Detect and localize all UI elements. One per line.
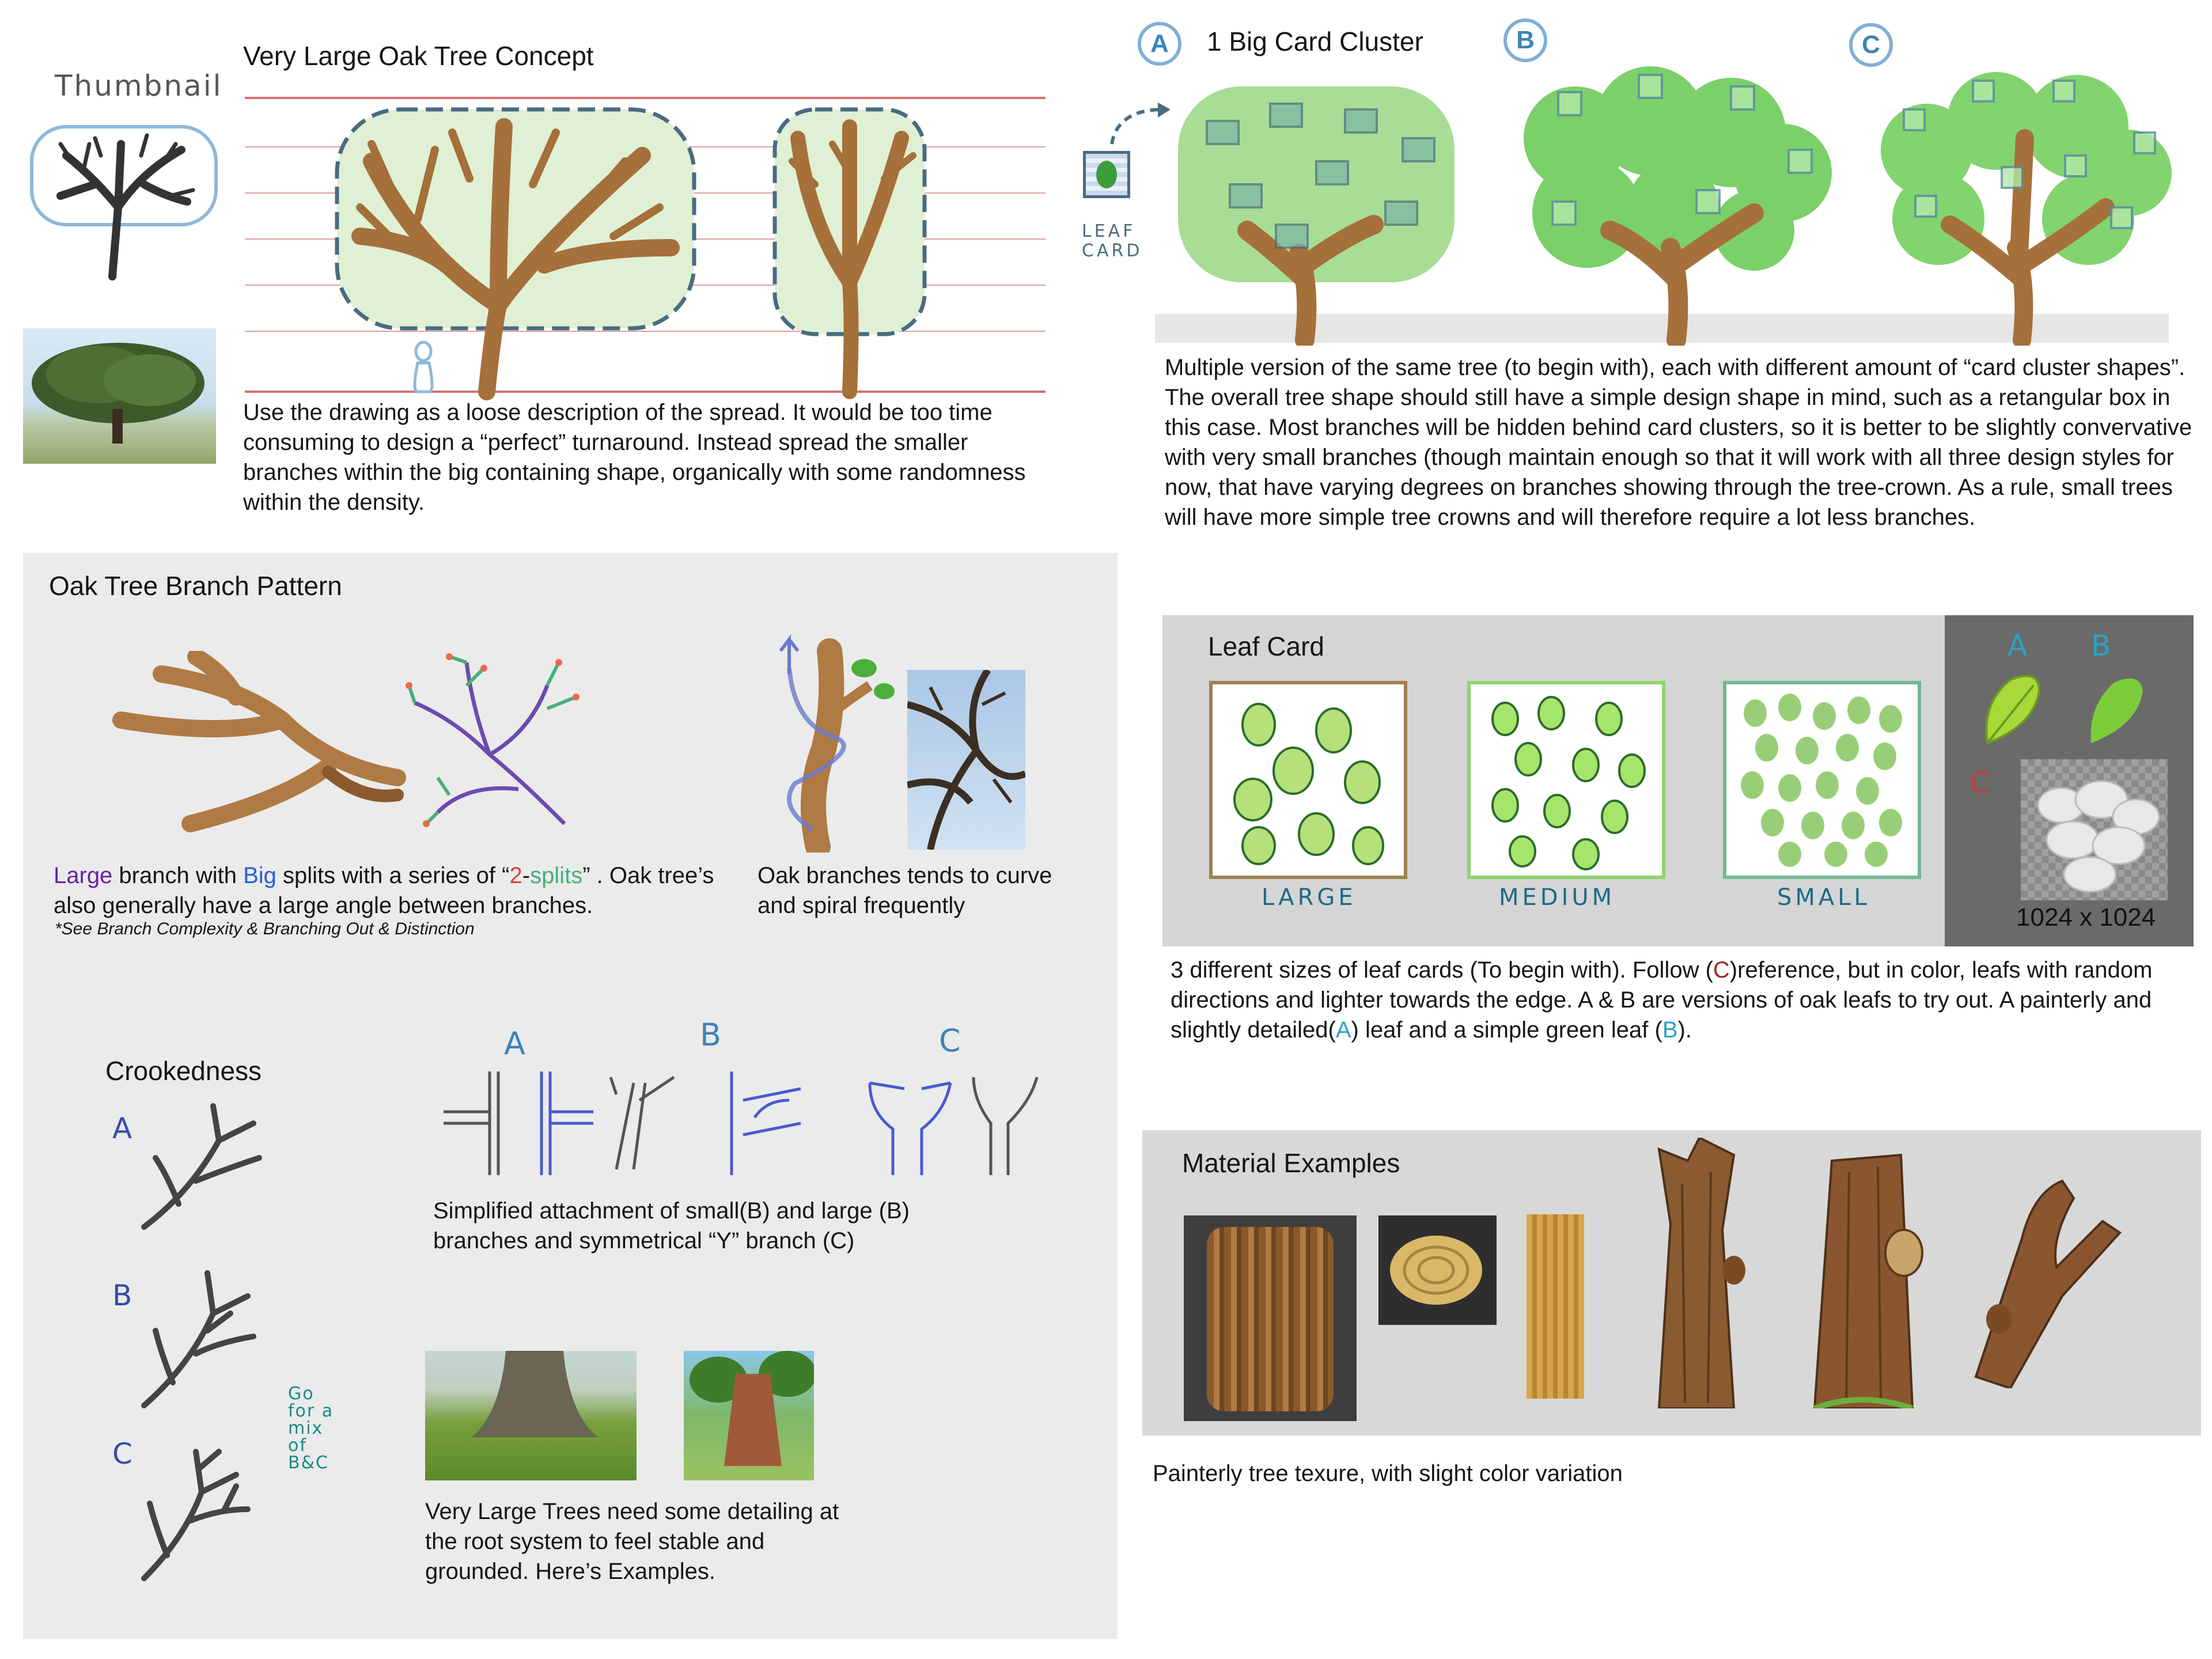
material-trunk-2	[1803, 1138, 1941, 1408]
leaf-ref-b-label: B	[2091, 629, 2115, 662]
material-log-vertical	[1527, 1214, 1584, 1399]
spiral-description: Oak branches tends to curve and spiral frequently	[757, 863, 1052, 918]
leaf-desc-b: B	[1662, 1017, 1678, 1043]
attachment-description: Simplified attachment of small(B) and large (B) branches and symmetrical “Y” branch (C)	[433, 1198, 910, 1253]
leaf-desc-a: A	[1335, 1017, 1351, 1043]
crooked-sketches	[132, 1094, 282, 1590]
desc-mid2: splits with a series of “	[276, 863, 510, 888]
concept-drawing	[245, 92, 1051, 403]
leaf-card-small	[1723, 681, 1921, 879]
leaf-card-large	[1209, 681, 1407, 879]
crooked-note-line5: B&C	[288, 1453, 329, 1473]
cluster-description: Multiple version of the same tree (to begin with), each with different amount of “card cluster shapes”. The overall tree shape should still have a simple design shape in mind, such as a retangular box in this case. Most branches will be hidden behind card clusters, so it is better to be slightly convervative with very small branches (though maintain enough so that it will work with all three design styles for now, that have varying degrees on branches showing through the tree-crown. As a rule, small trees will have more simple tree crowns and will therefore require a lot less branches.	[1165, 355, 2192, 530]
leaf-card-icon-label	[1082, 222, 1142, 261]
leaf-size-medium: MEDIUM	[1499, 884, 1616, 911]
crooked-label-c: C	[112, 1437, 136, 1471]
material-branch	[1959, 1169, 2131, 1388]
material-title: Material Examples	[1182, 1148, 1400, 1178]
attach-label-b: B	[700, 1017, 725, 1053]
cluster-title: 1 Big Card Cluster	[1207, 26, 1423, 56]
leaf-ref-a-label: A	[2008, 629, 2031, 662]
leaf-ref-a	[1976, 668, 2051, 749]
branch-pattern-note: *See Branch Complexity & Branching Out & Distinction	[55, 919, 475, 938]
crooked-note-line4: of	[288, 1435, 307, 1456]
leaf-card-label-line1: LEAF	[1082, 221, 1136, 241]
desc-two: 2	[509, 863, 522, 888]
leaf-card-icon	[1083, 151, 1130, 198]
spiral-branch-drawing	[772, 634, 899, 853]
leaf-card-title: Leaf Card	[1208, 631, 1325, 661]
concept-title: Very Large Oak Tree Concept	[243, 41, 594, 71]
attach-label-a: A	[504, 1025, 529, 1062]
root-photo-1	[425, 1351, 637, 1480]
leaf-ref-b	[2082, 671, 2152, 746]
crooked-note-line3: mix	[288, 1418, 324, 1438]
crookedness-title: Crookedness	[105, 1056, 262, 1086]
branch-pattern-title: Oak Tree Branch Pattern	[49, 571, 342, 601]
leaf-desc-c: C	[1713, 957, 1730, 983]
concept-description: Use the drawing as a loose description of the spread. It would be too time consuming to design a “perfect” turnaround. Instead spread the smaller branches within the big containing shape, organically with some randomness within the density.	[243, 400, 1026, 515]
material-caption: Painterly tree texure, with slight color variation	[1153, 1461, 1623, 1486]
material-cylinder	[1184, 1215, 1357, 1421]
leaf-ref-c	[2021, 759, 2168, 900]
badge-a-letter: A	[1150, 29, 1169, 58]
leaf-desc-p2: )reference, but in color, leafs with random directions and lighter towards the edge. A & B are versions of oak leafs to try out. A painterly and slightly detailed(	[1171, 957, 2153, 1043]
crooked-label-a: A	[112, 1112, 136, 1145]
thumbnail-label: Thumbnail	[55, 69, 223, 103]
material-trunk-1	[1636, 1138, 1763, 1408]
badge-b-letter: B	[1516, 26, 1535, 54]
leaf-ref-c-label: C	[1970, 766, 1994, 800]
crooked-note-line1: Go	[288, 1384, 315, 1404]
desc-mid1: branch with	[112, 863, 244, 888]
crooked-mix-note	[288, 1385, 334, 1472]
oak-branch-photo	[907, 670, 1025, 850]
thumbnail-sketch	[26, 121, 222, 282]
roots-description: Very Large Trees need some detailing at the root system to feel stable and grounded. Here’s Examples.	[425, 1499, 839, 1584]
desc-end: ” . Oak tree’s also generally have a large angle between branches.	[54, 863, 714, 918]
cluster-trees	[1155, 58, 2180, 346]
branch-drawing	[109, 651, 409, 841]
root-photo-2	[684, 1351, 814, 1480]
desc-dash: -	[522, 863, 531, 888]
leaf-desc-p1: 3 different sizes of leaf cards (To begin with). Follow (	[1171, 957, 1713, 983]
crooked-label-b: B	[112, 1279, 136, 1312]
material-stump-top	[1378, 1215, 1497, 1325]
leaf-desc-p4: ).	[1677, 1017, 1692, 1043]
desc-big: Big	[243, 863, 276, 888]
leaf-card-medium	[1467, 681, 1665, 879]
attach-label-c: C	[939, 1022, 964, 1059]
leaf-size-small: SMALL	[1777, 884, 1870, 911]
leaf-desc-p3: ) leaf and a simple green leaf (	[1351, 1017, 1662, 1043]
crooked-note-line2: for a	[288, 1401, 334, 1421]
leaf-size-large: LARGE	[1262, 884, 1357, 911]
badge-c-letter: C	[1862, 31, 1880, 59]
desc-splits: splits	[530, 863, 583, 888]
attachment-sketches	[444, 1066, 1066, 1181]
leaf-resolution: 1024 x 1024	[2016, 903, 2156, 931]
oak-photo	[23, 328, 216, 464]
badge-b	[1503, 18, 1547, 62]
leaf-card-label-line2: CARD	[1082, 241, 1143, 261]
branch-pattern-description	[54, 861, 762, 921]
desc-large: Large	[54, 863, 113, 888]
leaf-card-description	[1171, 955, 2202, 1045]
branch-split-diagram	[403, 651, 588, 835]
